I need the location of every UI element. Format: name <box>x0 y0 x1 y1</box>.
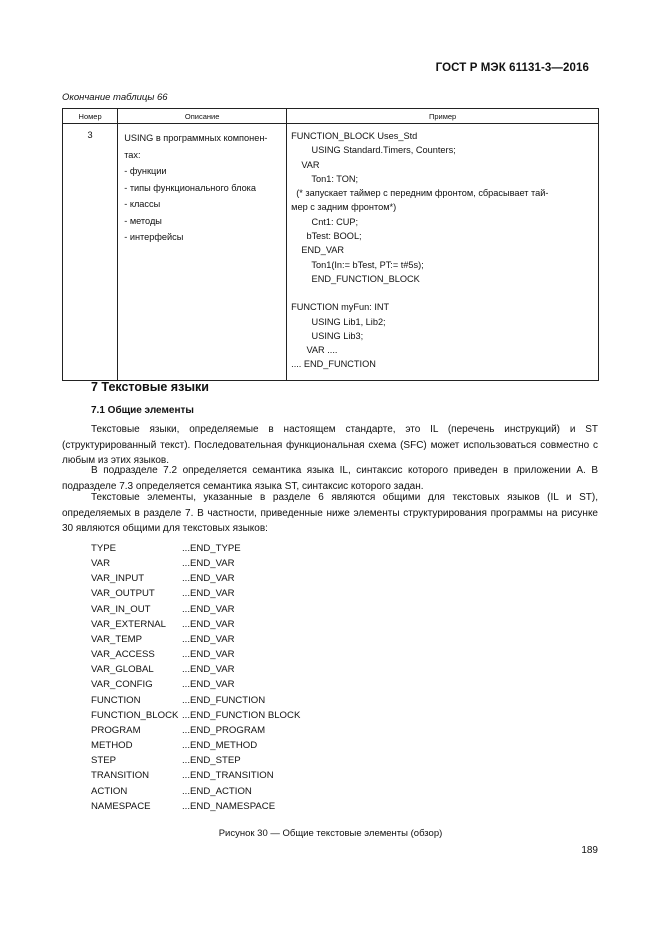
end-keyword: ...END_METHOD <box>182 740 258 752</box>
keyword-pair <box>91 753 300 768</box>
keyword-pair <box>91 784 300 799</box>
description-line: USING в программных компонен- <box>124 133 268 143</box>
start-keyword: PROGRAM <box>91 724 141 736</box>
end-keyword: ...END_VAR <box>182 603 235 615</box>
start-keyword: VAR_OUTPUT <box>91 588 155 600</box>
page-number: 189 <box>581 845 598 856</box>
description-line: - методы <box>124 215 162 226</box>
keyword-pair <box>91 677 300 692</box>
keyword-pair <box>91 768 300 783</box>
keyword-pair <box>91 708 300 723</box>
row-number: 3 <box>63 124 118 381</box>
end-keyword: ...END_FUNCTION BLOCK <box>182 709 301 721</box>
end-keyword: ...END_ACTION <box>182 785 252 797</box>
column-header-example: Пример <box>287 109 599 124</box>
keyword-pair <box>91 556 300 571</box>
paragraph-text: В подразделе 7.2 определяется семантика языка IL, синтаксис которого приведен в приложении A. В подразделе 7.3 определяется семантика языка ST, синтаксис которого задан. <box>62 465 598 492</box>
table-caption: Окончание таблицы 66 <box>62 92 168 103</box>
start-keyword: VAR_IN_OUT <box>91 603 151 615</box>
keyword-pair <box>91 571 300 586</box>
end-keyword: ...END_VAR <box>182 588 235 600</box>
code-line: .... END_FUNCTION <box>291 359 376 370</box>
code-line: END_VAR <box>291 245 345 256</box>
end-keyword: ...END_VAR <box>182 573 235 585</box>
code-line: bTest: BOOL; <box>291 231 362 242</box>
column-header-description: Описание <box>118 109 287 124</box>
paragraph-text: Текстовые элементы, указанные в разделе 6 являются общими для текстовых языков (IL и ST), определяемых в разделе 7. В частности, приведенные ниже элементы структурирования программы на рисунке 30 являются общими для текстовых языков: <box>62 492 598 534</box>
start-keyword: VAR_INPUT <box>91 573 145 585</box>
description-line: - функции <box>124 166 167 176</box>
keyword-pair <box>91 693 300 708</box>
start-keyword: VAR_ACCESS <box>91 649 155 661</box>
row-example <box>287 124 599 381</box>
end-keyword: ...END_STEP <box>182 755 241 767</box>
start-keyword: VAR_TEMP <box>91 633 142 645</box>
keyword-pair <box>91 632 300 647</box>
code-line: мер с задним фронтом*) <box>291 202 397 213</box>
keyword-pair <box>91 647 300 662</box>
section-heading: 7 Текстовые языки <box>91 380 209 394</box>
row-description <box>118 124 287 381</box>
code-line: FUNCTION_BLOCK Uses_Std <box>291 131 418 141</box>
start-keyword: VAR_EXTERNAL <box>91 618 166 630</box>
start-keyword: TRANSITION <box>91 770 150 782</box>
start-keyword: VAR <box>91 558 111 570</box>
figure-30-keyword-list <box>91 541 300 814</box>
description-line: - интерфейсы <box>124 232 184 242</box>
table-row <box>63 124 599 381</box>
start-keyword: STEP <box>91 755 117 767</box>
table-header-row <box>63 109 599 124</box>
paragraph <box>62 490 598 537</box>
start-keyword: FUNCTION_BLOCK <box>91 709 179 721</box>
end-keyword: ...END_VAR <box>182 633 235 645</box>
code-line: USING Lib1, Lib2; <box>291 316 386 327</box>
code-line: FUNCTION myFun: INT <box>291 302 390 313</box>
column-header-number: Номер <box>63 109 118 124</box>
code-line: VAR .... <box>291 345 338 356</box>
end-keyword: ...END_VAR <box>182 679 235 691</box>
subsection-heading: 7.1 Общие элементы <box>91 405 194 416</box>
start-keyword: FUNCTION <box>91 694 141 706</box>
start-keyword: METHOD <box>91 740 133 752</box>
description-line: тах: <box>124 149 141 160</box>
end-keyword: ...END_TRANSITION <box>182 770 274 782</box>
code-line: Ton1: TON; <box>291 173 359 184</box>
paragraph-text: Текстовые языки, определяемые в настоящем стандарте, это IL (перечень инструкций) и ST (структурированный текст). Последовательная функциональная схема (SFC) может использоваться совместно с любым из этих языков. <box>62 424 598 466</box>
code-line: USING Lib3; <box>291 330 364 341</box>
code-spacer <box>291 286 594 300</box>
start-keyword: NAMESPACE <box>91 800 151 812</box>
code-line: VAR <box>291 159 320 170</box>
keyword-pair <box>91 799 300 814</box>
keyword-pair <box>91 662 300 677</box>
start-keyword: TYPE <box>91 543 117 554</box>
end-keyword: ...END_VAR <box>182 558 235 570</box>
keyword-pair <box>91 738 300 753</box>
description-line: - типы функционального блока <box>124 182 257 193</box>
start-keyword: VAR_CONFIG <box>91 679 153 691</box>
keyword-pair <box>91 617 300 632</box>
code-line: Cnt1: CUP; <box>291 216 359 227</box>
keyword-pair <box>91 586 300 601</box>
keyword-pair <box>91 602 300 617</box>
code-line: (* запускает таймер с передним фронтом, сбрасывает тай- <box>291 188 549 199</box>
end-keyword: ...END_NAMESPACE <box>182 800 276 812</box>
end-keyword: ...END_TYPE <box>182 543 241 554</box>
code-line: END_FUNCTION_BLOCK <box>291 273 420 284</box>
end-keyword: ...END_PROGRAM <box>182 724 266 736</box>
end-keyword: ...END_VAR <box>182 649 235 661</box>
end-keyword: ...END_FUNCTION <box>182 694 266 706</box>
description-line: - классы <box>124 199 161 209</box>
keyword-pair <box>91 541 300 556</box>
figure-caption: Рисунок 30 — Общие текстовые элементы (обзор) <box>218 828 443 839</box>
document-header: ГОСТ Р МЭК 61131-3—2016 <box>435 62 589 74</box>
example-table <box>62 108 599 381</box>
keyword-pair <box>91 723 300 738</box>
start-keyword: VAR_GLOBAL <box>91 664 154 676</box>
paragraph <box>62 422 598 469</box>
start-keyword: ACTION <box>91 785 128 797</box>
code-line: USING Standard.Timers, Counters; <box>291 145 456 156</box>
code-line: Ton1(In:= bTest, PT:= t#5s); <box>291 259 424 270</box>
end-keyword: ...END_VAR <box>182 618 235 630</box>
end-keyword: ...END_VAR <box>182 664 235 676</box>
